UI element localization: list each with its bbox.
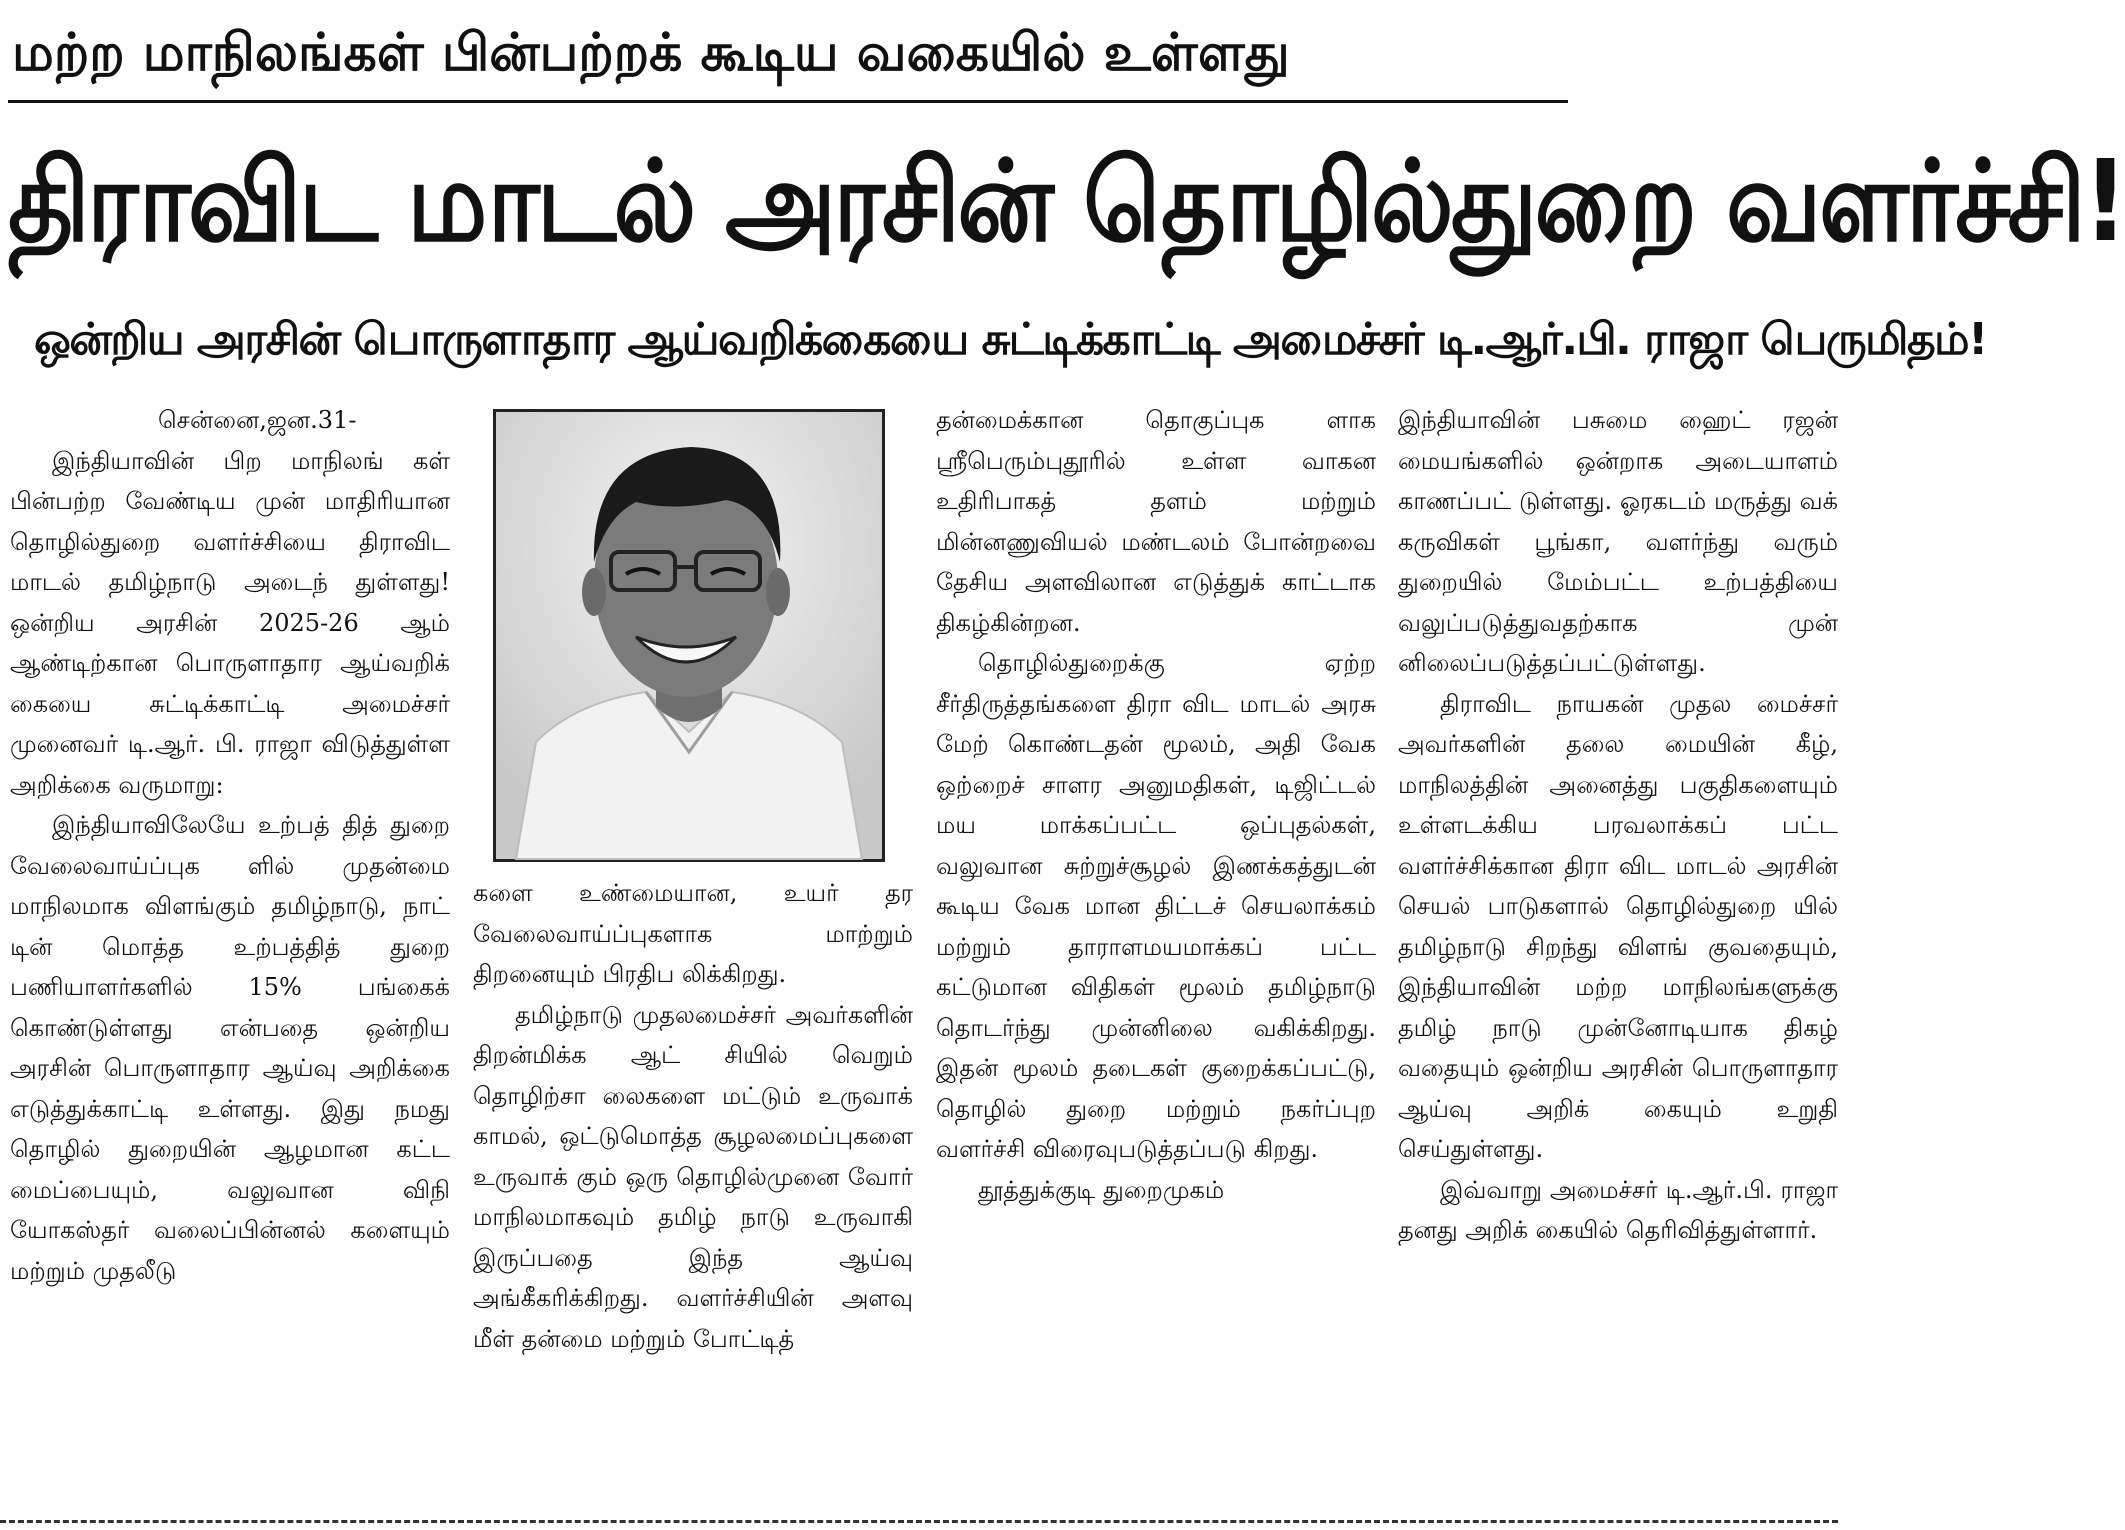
paragraph: திராவிட நாயகன் முதல மைச்சர் அவர்களின் தலை மையின் கீழ், மாநிலத்தின் அனைத்து பகுதிகளையும் உள்ளடக்கிய பரவலாக்கப் பட்ட வளர்ச்சிக்கான திரா விட மாடல் அரசின் செயல் பாடுகளால் தொழில்துறை யில் தமிழ்நாடு சிறந்து விளங் குவதையும், இந்தியாவின் மற்ற மாநிலங்களுக்கு தமிழ் நாடு முன்னோடியாக திகழ் வதையும் ஒன்றிய அரசின் பொருளாதார ஆய்வு அறிக் கையும் உறுதி செய்துள்ளது.: [1398, 689, 1838, 1163]
article-column-3: [936, 400, 1376, 1512]
paragraph: இவ்வாறு அமைச்சர் டி.ஆர்.பி. ராஜா தனது அறிக் கையில் தெரிவித்துள்ளார்.: [1398, 1175, 1838, 1244]
article-column-2: [473, 873, 913, 1513]
dateline: சென்னை,ஜன.31-: [158, 406, 357, 434]
kicker-headline: மற்ற மாநிலங்கள் பின்பற்றக் கூடிய வகையில் உள்ளது: [12, 23, 1290, 83]
paragraph: தூத்துக்குடி துறைமுகம்: [978, 1175, 1225, 1204]
paragraph: தமிழ்நாடு முதலமைச்சர் அவர்களின் திறன்மிக்க ஆட் சியில் வெறும் தொழிற்சா லைகளை மட்டும் உருவாக் காமல், ஒட்டுமொத்த சூழலமைப்புகளை உருவாக் கும் ஒரு தொழில்முனை வோர் மாநிலமாகவும் தமிழ் நாடு உருவாகி இருப்பதை இந்த ஆய்வு அங்கீகரிக்கிறது. வளர்ச்சியின் அளவு மீள் தன்மை மற்றும் போட்டித்: [473, 1000, 913, 1353]
article-column-4: [1398, 400, 1838, 1512]
paragraph: களை உண்மையான, உயர் தர வேலைவாய்ப்புகளாக மாற்றும் திறனையும் பிரதிப லிக்கிறது.: [473, 879, 913, 988]
kicker-divider: [8, 100, 1568, 103]
paragraph: இந்தியாவின் பசுமை ஹைட் ரஜன் மையங்களில் ஒன்றாக அடையாளம் காணப்பட் டுள்ளது. ஓரகடம் மருத்து வக் கருவிகள் பூங்கா, வளர்ந்து வரும் துறையில் மேம்பட்ட உற்பத்தியை வலுப்படுத்துவதற்காக முன் னிலைப்படுத்தப்பட்டுள்ளது.: [1398, 406, 1838, 677]
paragraph: தொழில்துறைக்கு ஏற்ற சீர்திருத்தங்களை திரா விட மாடல் அரசு மேற் கொண்டதன் மூலம், அதி வேக ஒற்றைச் சாளர அனுமதிகள், டிஜிட்டல் மய மாக்கப்பட்ட ஒப்புதல்கள், வலுவான சுற்றுச்சூழல் இணக்கத்துடன் கூடிய வேக மான திட்டச் செயலாக்கம் மற்றும் தாராளமயமாக்கப் பட்ட கட்டுமான விதிகள் மூலம் தமிழ்நாடு தொடர்ந்து முன்னிலை வகிக்கிறது. இதன் மூலம் தடைகள் குறைக்கப்பட்டு, தொழில் துறை மற்றும் நகர்ப்புற வளர்ச்சி விரைவுபடுத்தப்படு கிறது.: [936, 649, 1376, 1163]
minister-photo: [493, 409, 885, 862]
main-headline: திராவிட மாடல் அரசின் தொழில்துறை வளர்ச்சி!: [8, 135, 2125, 267]
portrait-illustration: [496, 412, 882, 859]
paragraph: இந்தியாவின் பிற மாநிலங் கள் பின்பற்ற வேண்டிய முன் மாதிரியான தொழில்துறை வளர்ச்சியை திராவிட மாடல் தமிழ்நாடு அடைந் துள்ளது! ஒன்றிய அரசின் 2025-26 ஆம் ஆண்டிற்கான பொருளாதார ஆய்வறிக் கையை சுட்டிக்காட்டி அமைச்சர் முனைவர் டி.ஆர். பி. ராஜா விடுத்துள்ள அறிக்கை வருமாறு:: [10, 446, 450, 799]
sub-headline: ஒன்றிய அரசின் பொருளாதார ஆய்வறிக்கையை சுட்டிக்காட்டி அமைச்சர் டி.ஆர்.பி. ராஜா பெருமிதம்!: [34, 314, 1987, 365]
paragraph: இந்தியாவிலேயே உற்பத் தித் துறை வேலைவாய்ப்புக ளில் முதன்மை மாநிலமாக விளங்கும் தமிழ்நாடு, நாட் டின் மொத்த உற்பத்தித் துறை பணியாளர்களில் 15% பங்கைக் கொண்டுள்ளது என்பதை ஒன்றிய அரசின் பொருளாதார ஆய்வு அறிக்கை எடுத்துக்காட்டி உள்ளது. இது நமது தொழில் துறையின் ஆழமான கட்ட மைப்பையும், வலுவான விநி யோகஸ்தர் வலைப்பின்னல் களையும் மற்றும் முதலீடு: [10, 811, 450, 1285]
paragraph: தன்மைக்கான தொகுப்புக ளாக ஸ்ரீபெரும்புதூரில் உள்ள வாகன உதிரிபாகத் தளம் மற்றும் மின்னணுவியல் மண்டலம் போன்றவை தேசிய அளவிலான எடுத்துக் காட்டாக திகழ்கின்றன.: [936, 406, 1376, 637]
bottom-divider: [0, 1520, 1838, 1523]
article-column-1: [10, 400, 450, 1512]
